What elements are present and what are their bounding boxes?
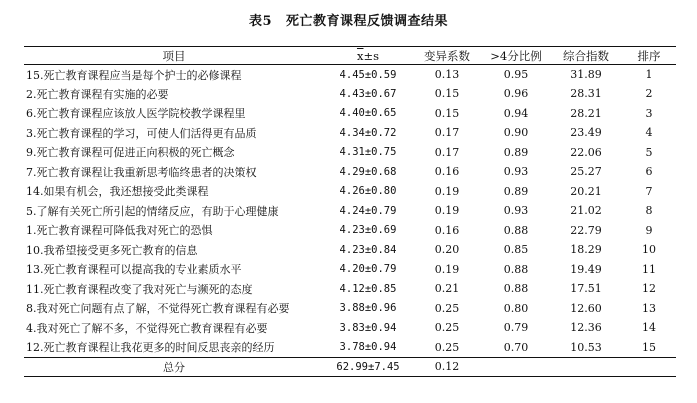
total-mean: 62.99±7.45 <box>324 357 412 376</box>
row-rank: 9 <box>645 223 653 237</box>
row-gt4: 0.89 <box>503 145 529 159</box>
row-index: 12.36 <box>570 321 602 335</box>
row-item: 14.如果有机会，我还想接受此类课程 <box>26 185 209 199</box>
table-row <box>24 65 676 85</box>
row-cv: 0.25 <box>434 301 460 315</box>
row-rank: 15 <box>642 340 656 354</box>
row-index: 20.21 <box>570 184 602 198</box>
row-index: 22.79 <box>570 223 602 237</box>
header-item: 项目 <box>24 47 324 65</box>
table-row <box>24 104 676 124</box>
row-rank: 3 <box>645 106 653 120</box>
row-cv: 0.17 <box>434 145 460 159</box>
table-title: 死亡教育课程反馈调查结果 <box>286 14 449 29</box>
row-item: 7.死亡教育课程让我重新思考临终患者的决策权 <box>26 165 257 179</box>
row-cv: 0.20 <box>434 243 460 257</box>
row-gt4: 0.93 <box>503 165 529 179</box>
row-gt4: 0.89 <box>503 184 529 198</box>
table-row <box>24 182 676 202</box>
row-gt4: 0.80 <box>503 301 529 315</box>
row-rank: 1 <box>645 68 653 81</box>
row-rank: 4 <box>645 126 653 140</box>
row-gt4: 0.94 <box>503 106 529 120</box>
row-rank: 5 <box>645 145 653 159</box>
row-item: 13.死亡教育课程可以提高我的专业素质水平 <box>26 263 242 277</box>
row-rank: 12 <box>642 282 656 296</box>
row-item: 8.我对死亡问题有点了解，不觉得死亡教育课程有必要 <box>26 302 290 316</box>
row-index: 21.02 <box>570 204 602 218</box>
table-row <box>24 162 676 182</box>
row-rank: 13 <box>642 301 656 315</box>
row-index: 22.06 <box>570 145 602 159</box>
row-mean: 3.83±0.94 <box>339 321 397 334</box>
row-cv: 0.21 <box>434 282 460 296</box>
header-mean-sd: ±s <box>363 48 380 63</box>
total-label: 总分 <box>24 357 324 376</box>
row-gt4: 0.96 <box>503 87 529 101</box>
row-cv: 0.15 <box>434 87 460 101</box>
table-row <box>24 221 676 241</box>
row-rank: 8 <box>645 204 653 218</box>
row-cv: 0.16 <box>434 165 460 179</box>
table-row <box>24 318 676 338</box>
total-gt4 <box>482 357 550 376</box>
row-gt4: 0.88 <box>503 262 529 276</box>
row-cv: 0.19 <box>434 262 460 276</box>
row-cv: 0.19 <box>434 184 460 198</box>
row-mean: 4.31±0.75 <box>339 146 397 159</box>
row-item: 4.我对死亡了解不多，不觉得死亡教育课程有必要 <box>26 321 268 335</box>
row-cv: 0.25 <box>434 340 460 354</box>
header-index: 综合指数 <box>550 47 622 65</box>
row-mean: 4.23±0.69 <box>339 224 397 237</box>
row-item: 15.死亡教育课程应当是每个护士的必修课程 <box>26 68 242 82</box>
row-gt4: 0.95 <box>503 68 529 81</box>
header-rank: 排序 <box>622 47 676 65</box>
table-row <box>24 123 676 143</box>
row-rank: 10 <box>642 243 656 257</box>
row-cv: 0.17 <box>434 126 460 140</box>
table-number: 表5 <box>248 14 273 29</box>
row-mean: 4.23±0.84 <box>339 243 397 256</box>
header-gt4: >4分比例 <box>482 47 550 65</box>
table-row <box>24 338 676 358</box>
row-item: 10.我希望接受更多死亡教育的信息 <box>26 243 198 257</box>
table-row <box>24 143 676 163</box>
row-mean: 4.34±0.72 <box>339 126 397 139</box>
row-item: 3.死亡教育课程的学习，可使人们活得更有品质 <box>26 126 257 140</box>
row-mean: 3.78±0.94 <box>339 341 397 353</box>
header-mean <box>324 47 412 65</box>
row-index: 28.31 <box>570 87 602 101</box>
row-cv: 0.19 <box>434 204 460 218</box>
row-mean: 4.29±0.68 <box>339 165 397 178</box>
header-row <box>24 47 676 65</box>
row-mean: 4.40±0.65 <box>339 107 397 120</box>
table-row <box>24 201 676 221</box>
row-index: 18.29 <box>570 243 602 257</box>
row-gt4: 0.93 <box>503 204 529 218</box>
row-mean: 4.45±0.59 <box>339 68 397 81</box>
row-item: 5.了解有关死亡所引起的情绪反应，有助于心理健康 <box>26 204 279 218</box>
row-index: 19.49 <box>570 262 602 276</box>
feedback-table <box>24 46 676 377</box>
row-cv: 0.16 <box>434 223 460 237</box>
row-index: 25.27 <box>570 165 602 179</box>
table-row <box>24 240 676 260</box>
row-mean: 4.26±0.80 <box>339 185 397 198</box>
table-row <box>24 299 676 319</box>
header-cv: 变异系数 <box>412 47 482 65</box>
row-cv: 0.25 <box>434 321 460 335</box>
total-index <box>550 357 622 376</box>
row-rank: 2 <box>645 87 653 101</box>
row-index: 17.51 <box>570 282 602 296</box>
row-item: 6.死亡教育课程应该放人医学院校教学课程里 <box>26 107 246 121</box>
row-item: 11.死亡教育课程改变了我对死亡与濒死的态度 <box>26 282 253 296</box>
row-gt4: 0.88 <box>503 282 529 296</box>
total-rank <box>622 357 676 376</box>
row-mean: 4.24±0.79 <box>339 204 397 217</box>
row-item: 12.死亡教育课程让我花更多的时间反思丧亲的经历 <box>26 341 275 354</box>
row-rank: 6 <box>645 165 653 179</box>
row-gt4: 0.88 <box>503 223 529 237</box>
row-gt4: 0.90 <box>503 126 529 140</box>
row-gt4: 0.79 <box>503 321 529 335</box>
table-caption <box>0 10 697 29</box>
table-row <box>24 279 676 299</box>
row-mean: 3.88±0.96 <box>339 302 397 315</box>
row-cv: 0.13 <box>434 68 460 81</box>
row-mean: 4.20±0.79 <box>339 263 397 276</box>
row-rank: 11 <box>642 262 656 276</box>
table-row <box>24 260 676 280</box>
row-item: 2.死亡教育课程有实施的必要 <box>26 87 169 101</box>
total-cv: 0.12 <box>412 357 482 376</box>
header-mean-xbar: $\overline{x}$ <box>356 48 364 63</box>
row-mean: 4.43±0.67 <box>339 87 397 100</box>
row-mean: 4.12±0.85 <box>339 282 397 295</box>
row-gt4: 0.70 <box>503 340 529 354</box>
row-rank: 14 <box>642 321 656 335</box>
row-index: 31.89 <box>570 68 602 81</box>
row-item: 9.死亡教育课程可促进正向积极的死亡概念 <box>26 146 235 160</box>
row-index: 12.60 <box>570 301 602 315</box>
row-item: 1.死亡教育课程可降低我对死亡的恐惧 <box>26 224 213 238</box>
row-index: 28.21 <box>570 106 602 120</box>
row-index: 10.53 <box>570 340 602 354</box>
row-gt4: 0.85 <box>503 243 529 257</box>
row-cv: 0.15 <box>434 106 460 120</box>
total-row <box>24 357 676 376</box>
row-index: 23.49 <box>570 126 602 140</box>
row-rank: 7 <box>645 184 653 198</box>
table-row <box>24 84 676 104</box>
